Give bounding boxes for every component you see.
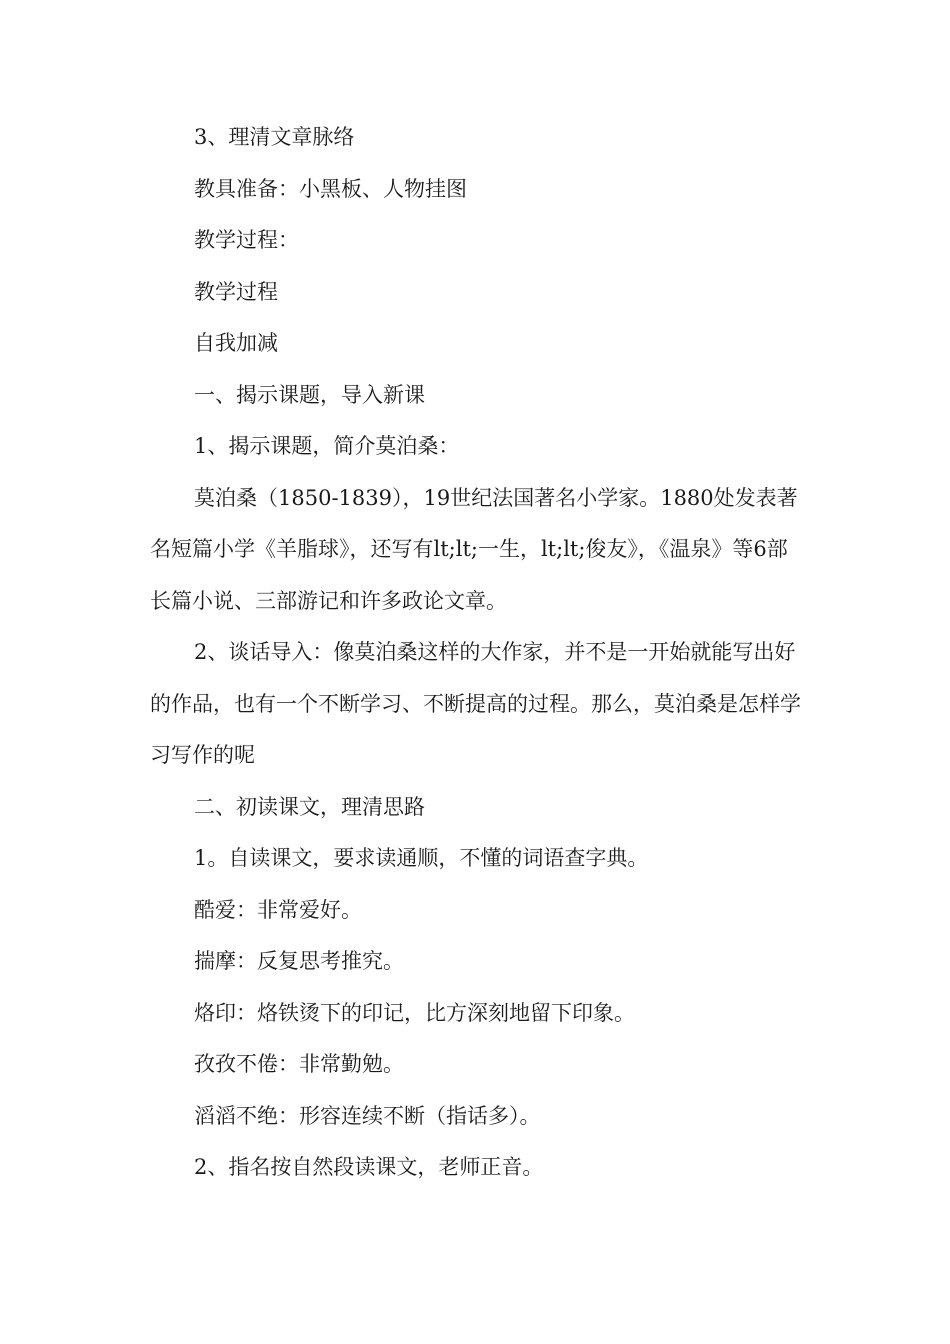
paragraph-author-intro: 莫泊桑（1850-1839），19世纪法国著名小学家。1880处发表著名短篇小学《羊脂球》，还写有lt;lt;一生，lt;lt;俊友》，《温泉》等6部长篇小说、三部游记和许多政论文章。: [150, 485, 798, 613]
paragraph-teaching-aids: 教具准备：小黑板、人物挂图: [194, 176, 467, 201]
paragraph-self-adjust-column: 自我加减: [194, 331, 278, 355]
paragraph-process-column: 教学过程: [194, 279, 278, 304]
vocab-item-laoyin: 烙印：烙铁烫下的印记，比方深刻地留下印象。: [194, 1000, 635, 1025]
paragraph-step-2-2: 2、指名按自然段读课文，老师正音。: [194, 1155, 544, 1179]
vocab-item-taotaobujue: 滔滔不绝：形容连续不断（指话多）。: [194, 1103, 541, 1128]
paragraph-step-1-1: 1、揭示课题，简介莫泊桑：: [194, 434, 460, 458]
vocab-item-chuaimo: 揣摩：反复思考推究。: [194, 949, 404, 973]
document-body: [150, 112, 802, 1194]
vocab-item-zizibujuan: 孜孜不倦：非常勤勉。: [194, 1052, 404, 1076]
section-heading-2: 二、初读课文，理清思路: [194, 794, 425, 819]
paragraph-step-1-2: 2、谈话导入：像莫泊桑这样的大作家，并不是一开始就能写出好的作品，也有一个不断学习、不断提高的过程。那么，莫泊桑是怎样学习写作的呢: [150, 640, 801, 767]
paragraph-step-2-1: 1。自读课文，要求读通顺，不懂的词语查字典。: [194, 846, 649, 870]
section-heading-1: 一、揭示课题，导入新课: [194, 382, 425, 407]
paragraph-process-heading: 教学过程：: [194, 228, 299, 252]
vocab-item-kuai: 酷爱：非常爱好。: [194, 897, 362, 922]
paragraph-objective-3: 3、理清文章脉络: [194, 125, 355, 149]
